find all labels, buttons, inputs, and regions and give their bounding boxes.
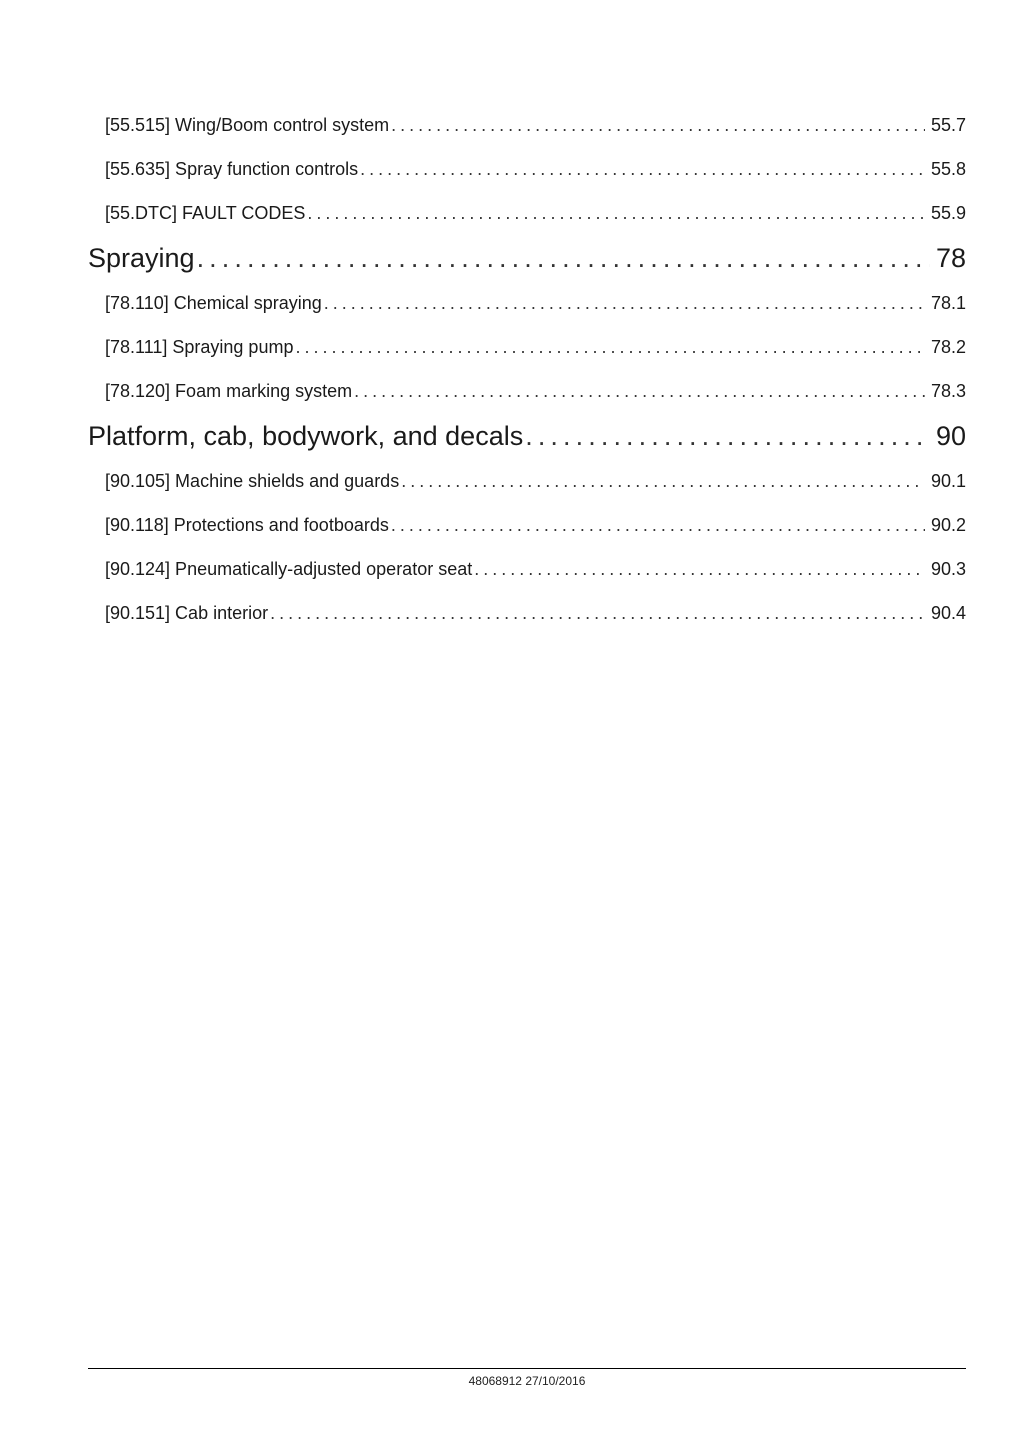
toc-entry-page: 90.3 — [930, 559, 966, 579]
toc-entry-78-110[interactable] — [88, 286, 966, 330]
toc-chapter-page: 90 — [935, 421, 966, 451]
toc-entry-page: 90.1 — [930, 471, 966, 491]
dot-leader — [324, 286, 925, 320]
toc-entry-78-120[interactable] — [88, 374, 966, 418]
toc-chapter-page: 78 — [935, 243, 966, 273]
toc-entry-title: [90.118] Protections and footboards — [105, 515, 389, 535]
table-of-contents — [88, 108, 966, 640]
toc-entry-page: 55.9 — [930, 203, 966, 223]
toc-chapter-title: Spraying — [88, 243, 195, 273]
toc-chapter-title: Platform, cab, bodywork, and decals — [88, 421, 524, 451]
toc-entry-title: [78.120] Foam marking system — [105, 381, 353, 401]
dot-leader — [401, 464, 925, 498]
toc-entry-title: [90.124] Pneumatically-adjusted operator seat — [105, 559, 473, 579]
dot-leader — [391, 108, 925, 142]
toc-entry-title: [78.110] Chemical spraying — [105, 293, 322, 313]
footer-divider — [88, 1368, 966, 1369]
toc-entry-55-515[interactable] — [88, 108, 966, 152]
toc-entry-title: [90.151] Cab interior — [105, 603, 269, 623]
toc-chapter-platform-cab[interactable] — [88, 418, 966, 464]
toc-entry-page: 78.1 — [930, 293, 966, 313]
toc-entry-page: 55.8 — [930, 159, 966, 179]
footer-document-id: 48068912 27/10/2016 — [468, 1374, 586, 1388]
toc-entry-title: [78.111] Spraying pump — [105, 337, 294, 357]
dot-leader — [354, 374, 925, 408]
toc-entry-90-118[interactable] — [88, 508, 966, 552]
dot-leader — [270, 596, 925, 630]
dot-leader — [360, 152, 925, 186]
toc-entry-title: [55.DTC] FAULT CODES — [105, 203, 306, 223]
toc-entry-page: 90.2 — [930, 515, 966, 535]
toc-entry-90-151[interactable] — [88, 596, 966, 640]
toc-entry-page: 78.3 — [930, 381, 966, 401]
dot-leader — [307, 196, 925, 230]
toc-entry-page: 90.4 — [930, 603, 966, 623]
toc-entry-title: [55.515] Wing/Boom control system — [105, 115, 390, 135]
toc-chapter-spraying[interactable] — [88, 240, 966, 286]
toc-entry-90-105[interactable] — [88, 464, 966, 508]
toc-entry-title: [55.635] Spray function controls — [105, 159, 359, 179]
toc-entry-page: 55.7 — [930, 115, 966, 135]
toc-entry-55-635[interactable] — [88, 152, 966, 196]
dot-leader — [525, 418, 930, 454]
dot-leader — [197, 240, 930, 276]
toc-entry-55-dtc[interactable] — [88, 196, 966, 240]
toc-entry-90-124[interactable] — [88, 552, 966, 596]
toc-entry-78-111[interactable] — [88, 330, 966, 374]
toc-entry-page: 78.2 — [930, 337, 966, 357]
dot-leader — [295, 330, 924, 364]
toc-entry-title: [90.105] Machine shields and guards — [105, 471, 400, 491]
dot-leader — [391, 508, 925, 542]
dot-leader — [474, 552, 925, 586]
